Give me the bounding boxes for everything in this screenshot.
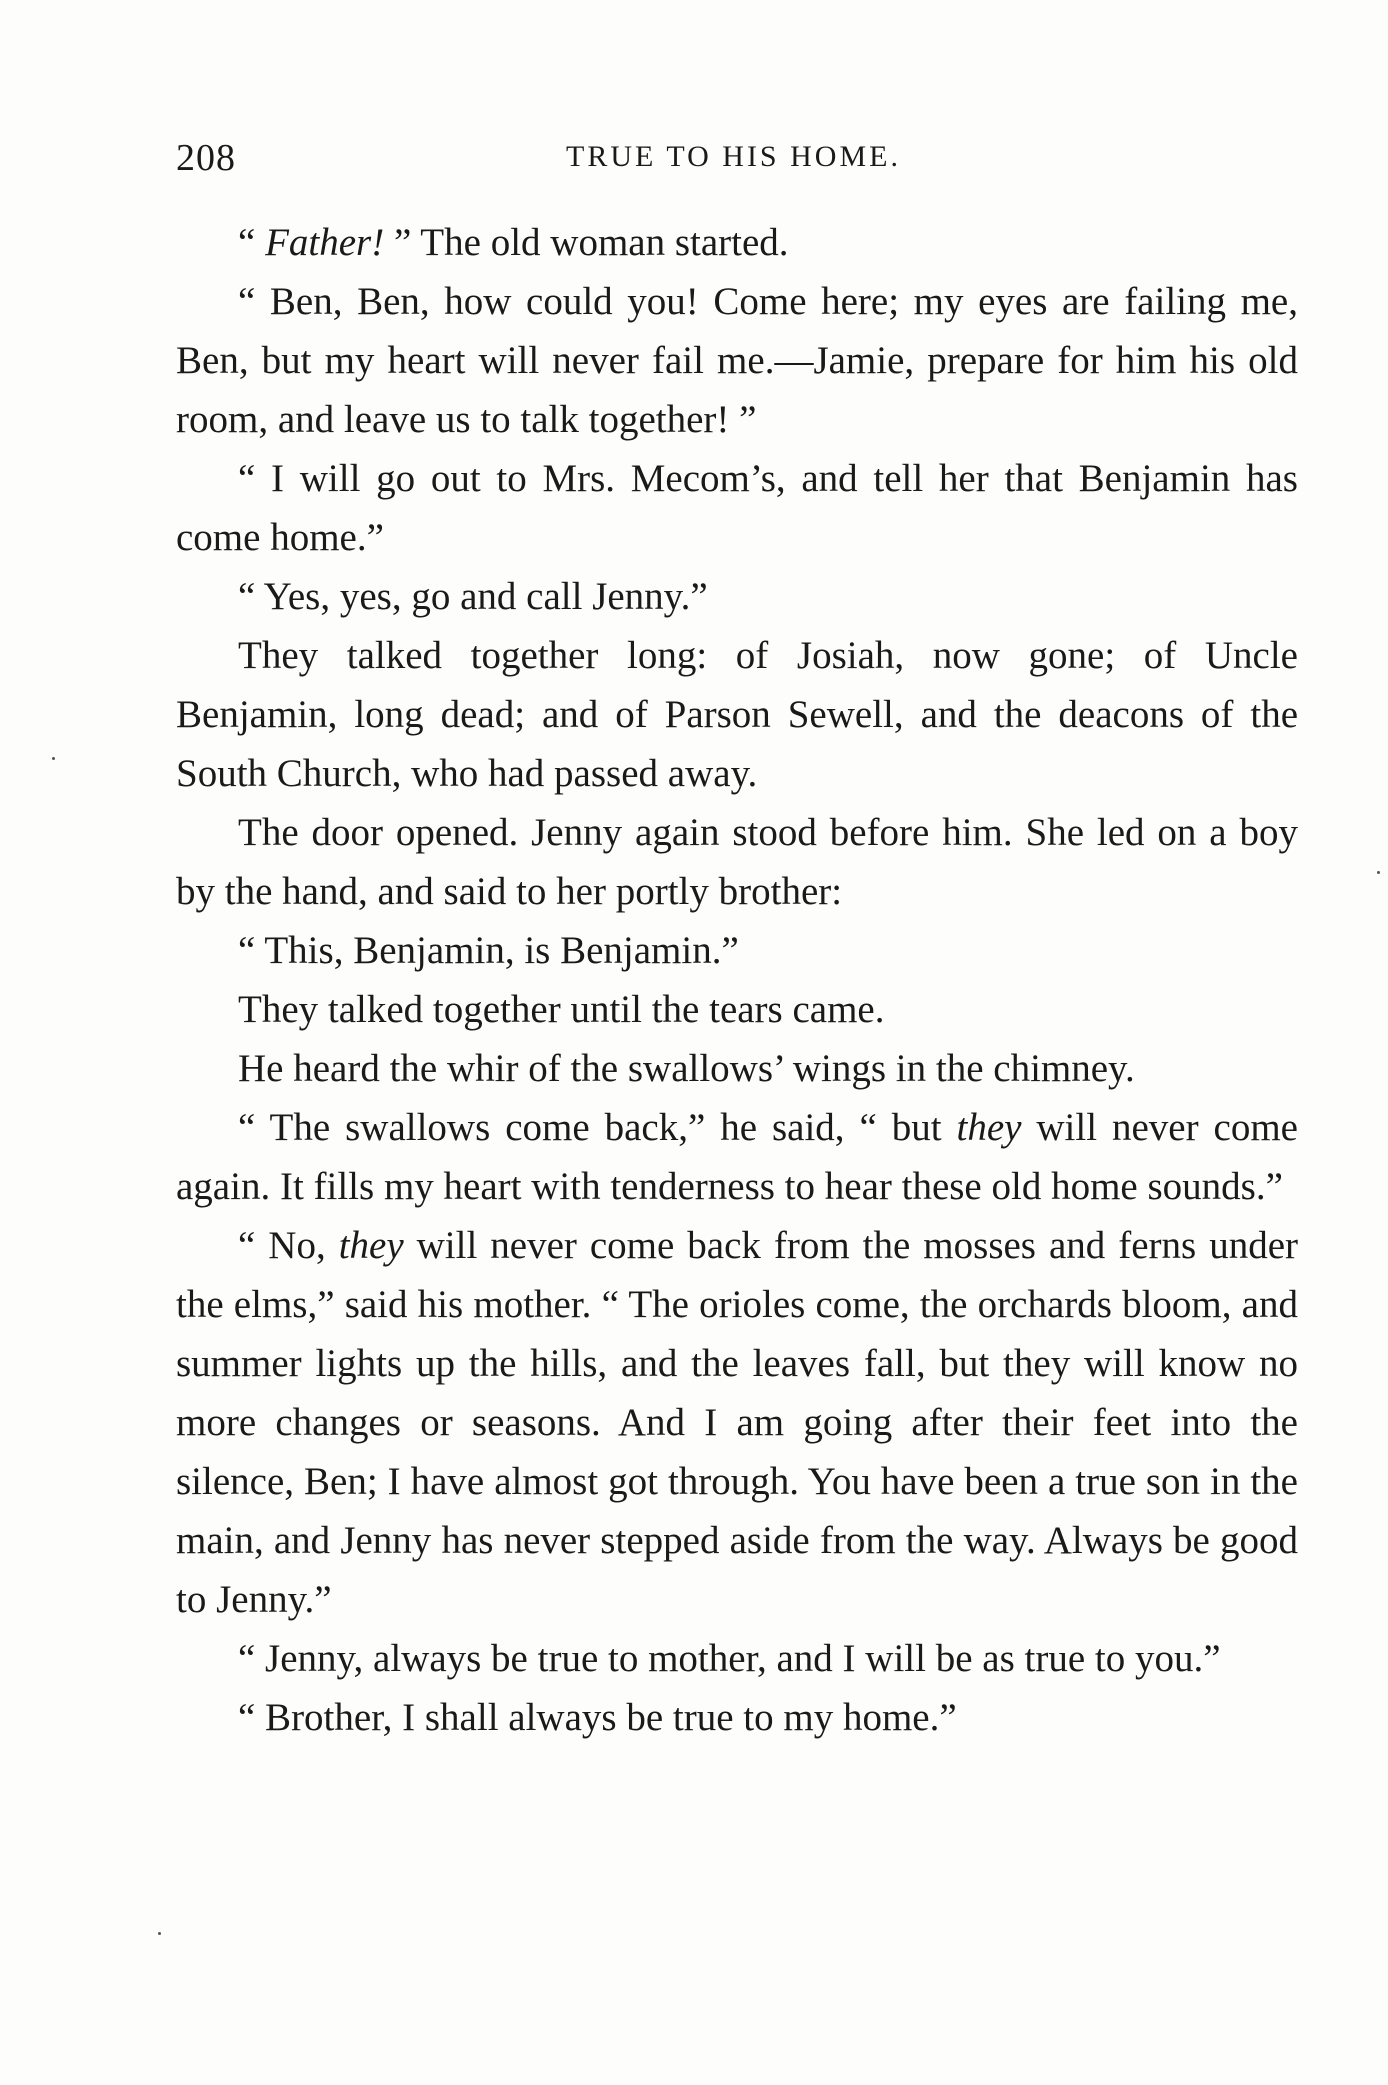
paragraph	[176, 449, 1298, 567]
paragraph	[176, 1098, 1298, 1216]
text-run: “ No,	[238, 1224, 339, 1267]
paragraph	[176, 1688, 1298, 1747]
text-run: “ Yes, yes, go and call Jenny.”	[238, 575, 708, 618]
text-run: will never come back from the mosses and ferns under the elms,” said his mother. “ The orioles come, the orchards bloom, and summer lights up the hills, and the leaves fall, but they will know no more changes or seasons. And I am going after their feet into the silence, Ben; I have almost got through. You have been a true son in the main, and Jenny has never stepped aside from the way. Always be good to Jenny.”	[176, 1224, 1298, 1621]
text-run: They talked together until the tears came.	[238, 988, 885, 1031]
paragraph	[176, 921, 1298, 980]
body-text	[176, 213, 1298, 1747]
page-number: 208	[176, 137, 236, 179]
text-run: “ This, Benjamin, is Benjamin.”	[238, 929, 739, 972]
print-speck	[52, 757, 55, 760]
italic-text: they	[956, 1106, 1022, 1149]
paragraph	[176, 1216, 1298, 1629]
italic-text: Father!	[265, 221, 385, 264]
text-run: “ The swallows come back,” he said, “ but	[238, 1106, 957, 1149]
page-header	[176, 136, 1291, 186]
paragraph	[176, 803, 1298, 921]
paragraph	[176, 1629, 1298, 1688]
print-speck	[158, 1932, 161, 1935]
text-run: They talked together long: of Josiah, now gone; of Uncle Benjamin, long dead; and of Parson Sewell, and the deacons of the South Church, who had passed away.	[176, 634, 1298, 795]
paragraph	[176, 272, 1298, 449]
paragraph	[176, 1039, 1298, 1098]
text-run: “	[238, 221, 266, 264]
paragraph	[176, 567, 1298, 626]
text-run: The door opened. Jenny again stood before him. She led on a boy by the hand, and said to her portly brother:	[176, 811, 1298, 913]
text-run: “ Brother, I shall always be true to my home.”	[238, 1696, 957, 1739]
paragraph	[176, 213, 1298, 272]
text-run: “ Jenny, always be true to mother, and I will be as true to you.”	[238, 1637, 1221, 1680]
print-speck	[1377, 871, 1380, 874]
italic-text: they	[338, 1224, 404, 1267]
paragraph	[176, 980, 1298, 1039]
text-run: “ I will go out to Mrs. Mecom’s, and tell her that Benjamin has come home.”	[176, 457, 1298, 559]
text-run: will never come again. It fills my heart with tenderness to hear these old home sounds.”	[176, 1106, 1298, 1208]
paragraph	[176, 626, 1298, 803]
running-head: TRUE TO HIS HOME.	[566, 140, 901, 173]
text-run: He heard the whir of the swallows’ wings in the chimney.	[238, 1047, 1135, 1090]
text-run: “ Ben, Ben, how could you! Come here; my eyes are failing me, Ben, but my heart will never fail me.—Jamie, prepare for him his old room, and leave us to talk together! ”	[176, 280, 1298, 441]
text-run: ” The old woman started.	[384, 221, 789, 264]
